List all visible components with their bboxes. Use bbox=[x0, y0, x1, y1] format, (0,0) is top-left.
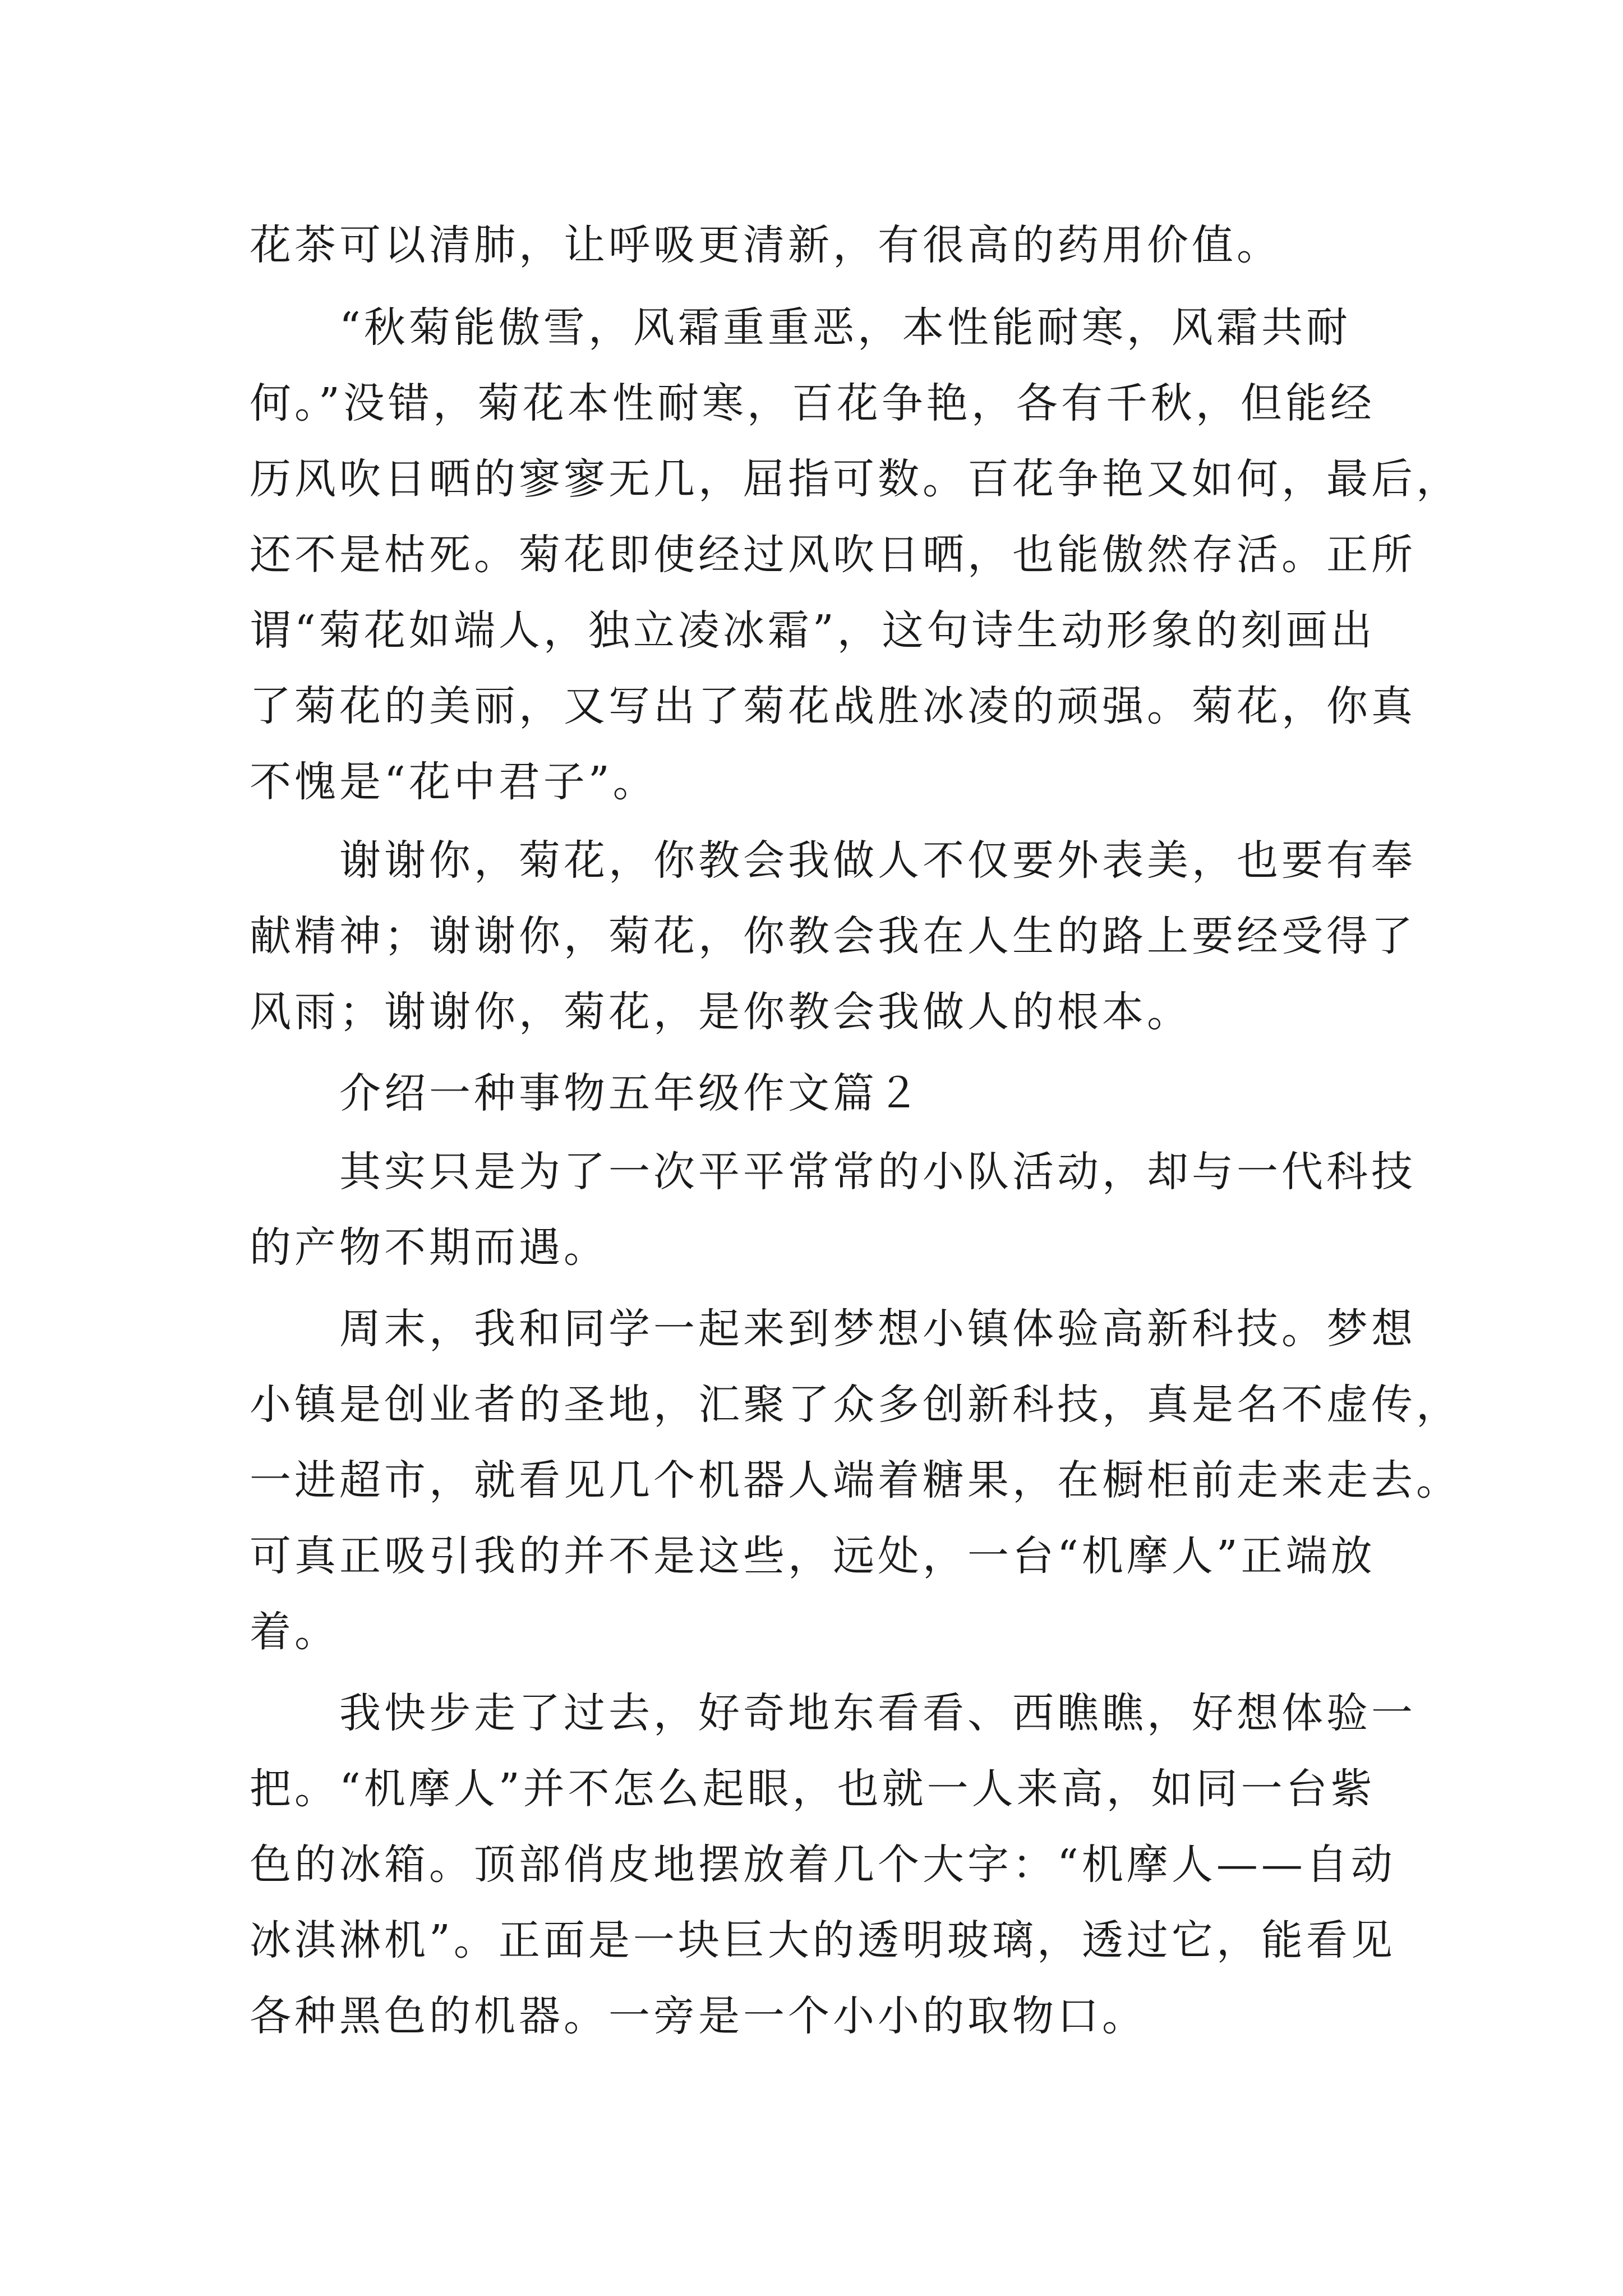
text-line: 谢谢你，菊花，你教会我做人不仅要外表美，也要有奉 bbox=[250, 836, 1416, 885]
text-line: 周末，我和同学一起来到梦想小镇体验高新科技。梦想 bbox=[250, 1305, 1416, 1353]
text-line: 可真正吸引我的并不是这些，远处，一台“机摩人”正端放 bbox=[250, 1532, 1376, 1580]
text-line: 风雨；谢谢你，菊花，是你教会我做人的根本。 bbox=[250, 988, 1192, 1036]
text-line: 把。“机摩人”并不怎么起眼，也就一人来高，如同一台紫 bbox=[250, 1765, 1376, 1813]
text-line: 小镇是创业者的圣地，汇聚了众多创新科技，真是名不虚传， bbox=[250, 1381, 1461, 1429]
text-line: 其实只是为了一次平平常常的小队活动，却与一代科技 bbox=[250, 1148, 1416, 1196]
text-line: 不愧是“花中君子”。 bbox=[250, 758, 658, 806]
text-line: 各种黑色的机器。一旁是一个小小的取物口。 bbox=[250, 1992, 1147, 2040]
text-line: 花茶可以清肺，让呼吸更清新，有很高的药用价值。 bbox=[250, 221, 1281, 269]
text-line: 冰淇淋机”。正面是一块巨大的透明玻璃，透过它，能看见 bbox=[250, 1916, 1396, 1964]
text-line: 一进超市，就看见几个机器人端着糖果，在橱柜前走来走去。 bbox=[250, 1456, 1461, 1504]
text-line: “秋菊能傲雪，风霜重重恶，本性能耐寒，风霜共耐 bbox=[250, 303, 1351, 352]
text-line: 何。”没错，菊花本性耐寒，百花争艳，各有千秋，但能经 bbox=[250, 379, 1375, 427]
text-line: 谓“菊花如端人，独立凌冰霜”，这句诗生动形象的刻画出 bbox=[250, 606, 1376, 655]
text-line: 历风吹日晒的寥寥无几，屈指可数。百花争艳又如何，最后， bbox=[250, 455, 1461, 503]
section-heading: 介绍一种事物五年级作文篇２ bbox=[250, 1069, 923, 1117]
text-line: 的产物不期而遇。 bbox=[250, 1223, 608, 1272]
text-line: 我快步走了过去，好奇地东看看、西瞧瞧，好想体验一 bbox=[250, 1689, 1416, 1737]
text-line: 献精神；谢谢你，菊花，你教会我在人生的路上要经受得了 bbox=[250, 912, 1416, 960]
text-line: 色的冰箱。顶部俏皮地摆放着几个大字：“机摩人——自动 bbox=[250, 1841, 1396, 1889]
text-line: 了菊花的美丽，又写出了菊花战胜冰凌的顽强。菊花，你真 bbox=[250, 682, 1416, 730]
text-line: 还不是枯死。菊花即使经过风吹日晒，也能傲然存活。正所 bbox=[250, 531, 1416, 579]
text-line: 着。 bbox=[250, 1608, 339, 1656]
